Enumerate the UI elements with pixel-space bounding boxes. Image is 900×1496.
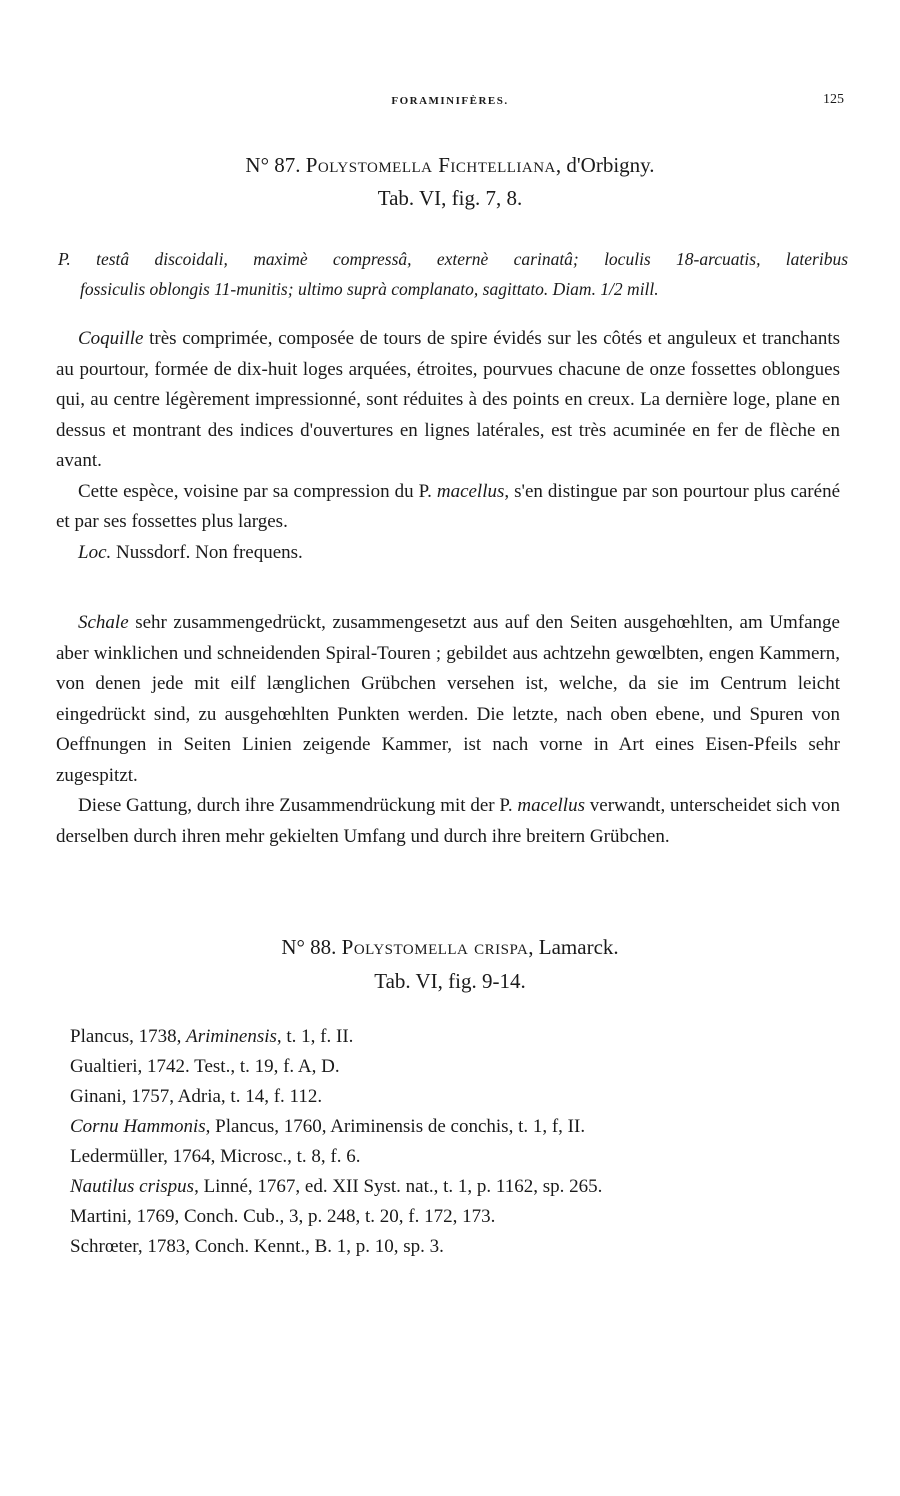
species-87-number: N° 87.: [245, 153, 301, 177]
synonym-entry: Ledermüller, 1764, Microsc., t. 8, f. 6.: [70, 1146, 361, 1167]
species-ref-macellus-de: macellus: [517, 795, 585, 816]
synonymy-list: [70, 1022, 830, 1262]
species-87-name: Polystomella Fichtelliana: [305, 153, 556, 177]
synonym-entry: Martini, 1769, Conch. Cub., 3, p. 248, t. 20, f. 172, 173.: [70, 1206, 496, 1227]
german-description: [56, 608, 840, 852]
german-paragraph-1: Schale sehr zusammengedrückt, zusammengesetzt aus auf den Seiten ausgehœhlten, am Umfange aber winklichen und schneidenden Spiral-Touren ; gebildet aus achtzehn gewœlbten, engen Kammern, von denen jede mit eilf længlichen Grübchen versehen ist, welche, da sie im Centrum leicht eingedrückt sind, zu ausgehœhlten Punkten werden. Die letzte, nach oben ebene, und Spuren von Oeffnungen in Seiten Linien zeigende Kammer, ist nach vorne in Art eines Eisen-Pfeils sehr zugespitzt.: [56, 612, 840, 786]
species-88-author: , Lamarck.: [528, 935, 619, 959]
species-87-plate: Tab. VI, fig. 7, 8.: [377, 186, 523, 210]
species-88-heading: [0, 932, 900, 962]
synonym-entry: Ginani, 1757, Adria, t. 14, f. 112.: [70, 1086, 323, 1107]
species-87-heading: [0, 150, 900, 180]
latin-diagnosis: [58, 244, 848, 304]
french-paragraph-1: Coquille très comprimée, composée de tours de spire évidés sur les côtés et anguleux et tranchants au pourtour, formée de dix-huit loges arquées, étroites, pourvues chacune de onze fossettes oblongues qui, au centre légèrement impressionné, sont réduites à des points en creux. La dernière loge, plane en dessus et montrant des indices d'ouvertures en lignes latérales, est très acuminée en fer de flèche en avant.: [56, 328, 840, 471]
latin-line-2: fossiculis oblongis 11-munitis; ultimo suprà complanato, sagittato. Diam. 1/2 mill.: [80, 279, 659, 299]
french-locality: Loc. Nussdorf. Non frequens.: [78, 541, 303, 563]
latin-line-1: P. testâ discoidali, maximè compressâ, externè carinatâ; loculis 18-arcuatis, lateribus: [58, 249, 848, 269]
species-88-number: N° 88.: [281, 935, 337, 959]
page-number: 125: [823, 92, 844, 107]
running-title: FORAMINIFÈRES.: [391, 95, 509, 107]
french-description: [56, 324, 840, 568]
synonym-entry: Cornu Hammonis, Plancus, 1760, Ariminensis de conchis, t. 1, f, II.: [70, 1116, 586, 1137]
species-87-author: , d'Orbigny.: [555, 153, 655, 177]
german-label-schale: Schale: [78, 612, 129, 633]
synonym-entry: Nautilus crispus, Linné, 1767, ed. XII Syst. nat., t. 1, p. 1162, sp. 265.: [70, 1176, 603, 1197]
species-88-name: Polystomella crispa: [341, 935, 529, 959]
french-label-coquille: Coquille: [78, 328, 144, 349]
synonym-entry: Plancus, 1738, Ariminensis, t. 1, f. II.: [70, 1026, 354, 1047]
synonym-entry: Schrœter, 1783, Conch. Kennt., B. 1, p. 10, sp. 3.: [70, 1236, 444, 1257]
french-paragraph-2: Cette espèce, voisine par sa compression du P. macellus, s'en distingue par son pourtour plus caréné et par ses fossettes plus larges.: [56, 480, 840, 532]
species-88-plate: Tab. VI, fig. 9-14.: [374, 969, 526, 993]
german-paragraph-2: Diese Gattung, durch ihre Zusammendrückung mit der P. macellus verwandt, unterscheidet sich von derselben durch ihren mehr gekielten Umfang und durch ihre breitern Grübchen.: [56, 795, 841, 847]
species-ref-macellus: macellus: [436, 480, 505, 502]
synonym-entry: Gualtieri, 1742. Test., t. 19, f. A, D.: [70, 1056, 340, 1077]
